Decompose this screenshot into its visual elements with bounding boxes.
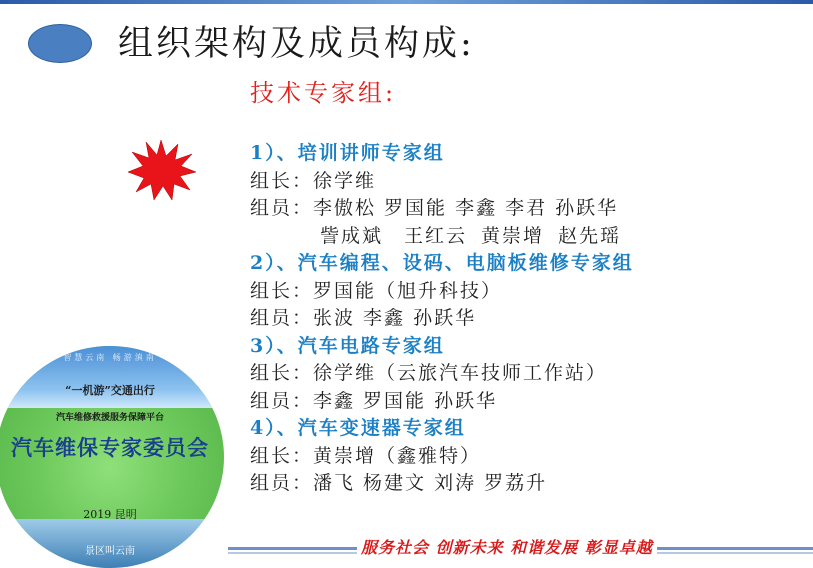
group-heading: 3）、汽车电路专家组 (250, 334, 445, 357)
group-members: 组员：张波 李鑫 孙跃华 (250, 307, 477, 329)
committee-badge-logo (0, 346, 224, 568)
oval-bullet-icon (28, 24, 92, 63)
slide-subtitle: 技术专家组: (250, 79, 397, 107)
group-leader: 组长：徐学维 (250, 169, 377, 192)
group-heading: 4）、汽车变速器专家组 (250, 417, 466, 439)
group-members: 组员：李鑫 罗国能 孙跃华 (250, 389, 498, 412)
badge-year-city: 2019 昆明 (83, 508, 137, 521)
group-leader: 组长：罗国能（旭升科技） (250, 279, 503, 302)
group-leader: 组长：黄崇增（鑫雅特） (250, 444, 482, 467)
badge-top-text: 智慧云南 畅游滇南 (63, 353, 157, 362)
badge-slogan: “一机游”交通出行 (65, 384, 155, 397)
group-members: 组员：潘飞 杨建文 刘涛 罗荔升 (250, 472, 548, 494)
slide-title: 组织架构及成员构成: (118, 24, 475, 64)
group-members: 组员：李傲松 罗国能 李鑫 李君 孙跃华 (250, 197, 619, 219)
footer-slogan: 服务社会 创新未来 和谐发展 彰显卓越 (357, 535, 657, 558)
group-training (250, 140, 770, 250)
expert-groups-list (250, 140, 770, 498)
starburst-icon (126, 138, 196, 202)
badge-title: 汽车维保专家委员会 (11, 435, 209, 460)
group-leader: 组长：徐学维（云旅汽车技师工作站） (250, 362, 608, 384)
group-heading: 2）、汽车编程、设码、电脑板维修专家组 (250, 252, 634, 274)
group-circuit (250, 333, 770, 416)
group-members-continued: 訾成斌 王红云 黄崇增 赵先瑶 (320, 224, 622, 247)
group-transmission (250, 415, 770, 498)
badge-platform: 汽车维修救援服务保障平台 (55, 413, 164, 423)
group-programming (250, 250, 770, 333)
group-heading: 1）、培训讲师专家组 (250, 142, 445, 164)
top-rule (0, 0, 813, 4)
badge-bottom-text: 景区叫云南 (85, 546, 135, 557)
